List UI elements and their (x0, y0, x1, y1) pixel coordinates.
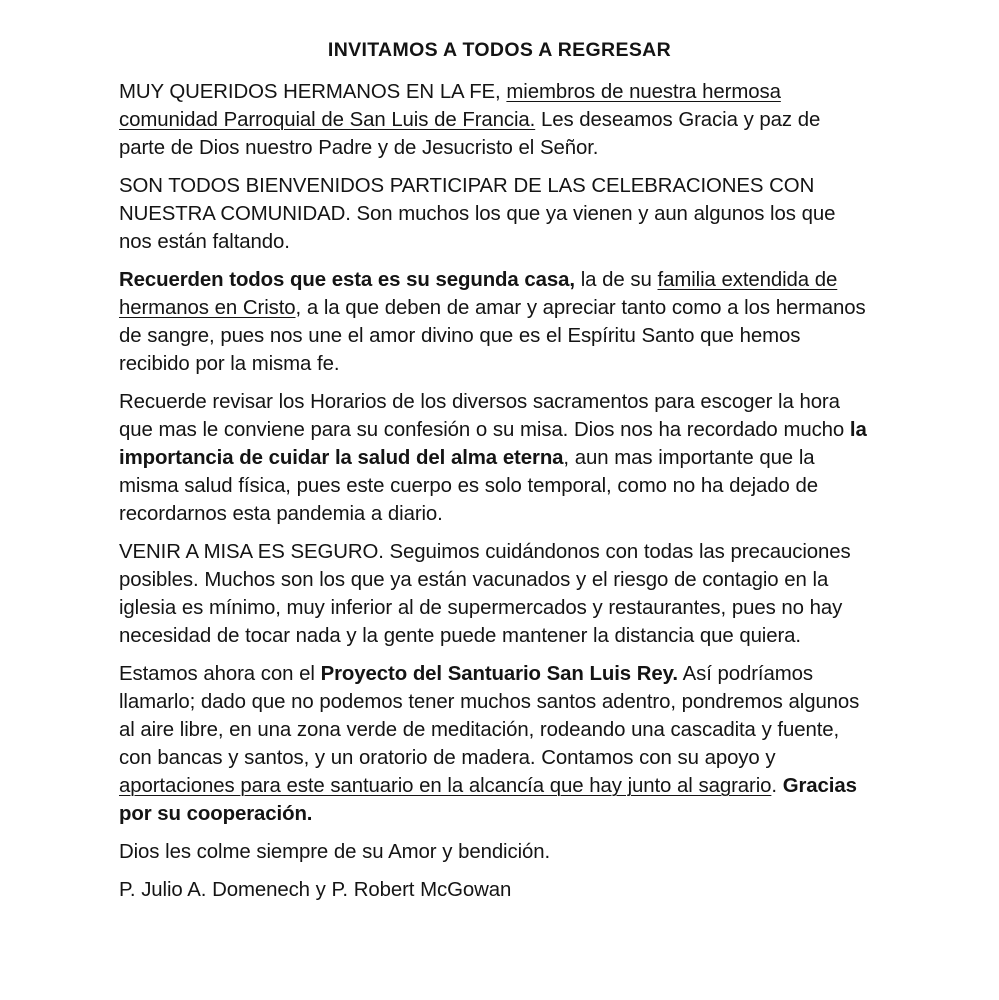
document-body (119, 78, 871, 904)
text-run: Recuerde revisar los Horarios de los diversos sacramentos para escoger la hora que mas le conviene para su confesión o su misa. Dios nos ha recordado mucho (119, 391, 850, 441)
page-title: INVITAMOS A TODOS A REGRESAR (327, 39, 672, 61)
paragraph-welcome (119, 172, 871, 256)
text-run: miembros de nuestra hermosa comunidad Parroquial de San Luis de Francia. (119, 81, 781, 131)
text-run: Proyecto del Santuario San Luis Rey. (320, 663, 678, 685)
text-run: , aun mas importante que la misma salud física, pues este cuerpo es solo temporal, como no ha dejado de recordarnos esta pandemia a diario. (119, 447, 818, 525)
text-run: aportaciones para este santuario en la alcancía que hay junto al sagrario (119, 775, 772, 797)
paragraph-second-home (119, 266, 871, 378)
text-run: . (771, 775, 783, 797)
text-run: Les deseamos Gracia y paz de parte de Dios nuestro Padre y de Jesucristo el Señor. (119, 109, 821, 159)
text-run: , a la que deben de amar y apreciar tanto como a los hermanos de sangre, pues nos une el amor divino que es el Espíritu Santo que hemos recibido por la misma fe. (119, 297, 866, 375)
text-run: MUY QUERIDOS HERMANOS EN LA FE, (119, 81, 507, 103)
text-run: Gracias por su cooperación. (119, 775, 857, 825)
paragraph-signature (119, 876, 871, 904)
text-run: Dios les colme siempre de su Amor y bendición. (119, 841, 551, 863)
text-run: VENIR A MISA ES SEGURO. Seguimos cuidándonos con todas las precauciones posibles. Muchos son los que ya están vacunados y el riesgo de contagio en la iglesia es mínimo, muy inferior al de supermercados y restaurantes, pues no hay necesidad de tocar nada y la gente puede mantener la distancia que quiera. (119, 541, 851, 647)
paragraph-schedules (119, 388, 871, 528)
text-run: la importancia de cuidar la salud del alma eterna (119, 419, 867, 469)
paragraph-blessing (119, 838, 871, 866)
text-run: SON TODOS BIENVENIDOS PARTICIPAR DE LAS CELEBRACIONES CON NUESTRA COMUNIDAD. Son muchos los que ya vienen y aun algunos los que nos están faltando. (119, 175, 836, 253)
paragraph-sanctuary-project (119, 660, 871, 828)
paragraph-greeting (119, 78, 871, 162)
text-run: Así podríamos llamarlo; dado que no podemos tener muchos santos adentro, pondremos algunos al aire libre, en una zona verde de meditación, rodeando una cascadita y fuente, con bancas y santos, y un oratorio de madera. Contamos con su apoyo y (119, 663, 860, 769)
paragraph-safety (119, 538, 871, 650)
text-run: Estamos ahora con el (119, 663, 321, 685)
text-run: Recuerden todos que esta es su segunda casa, (119, 269, 575, 291)
text-run: la de su (574, 269, 658, 291)
text-run: P. Julio A. Domenech y P. Robert McGowan (119, 879, 512, 901)
text-run: familia extendida de hermanos en Cristo (119, 269, 838, 319)
